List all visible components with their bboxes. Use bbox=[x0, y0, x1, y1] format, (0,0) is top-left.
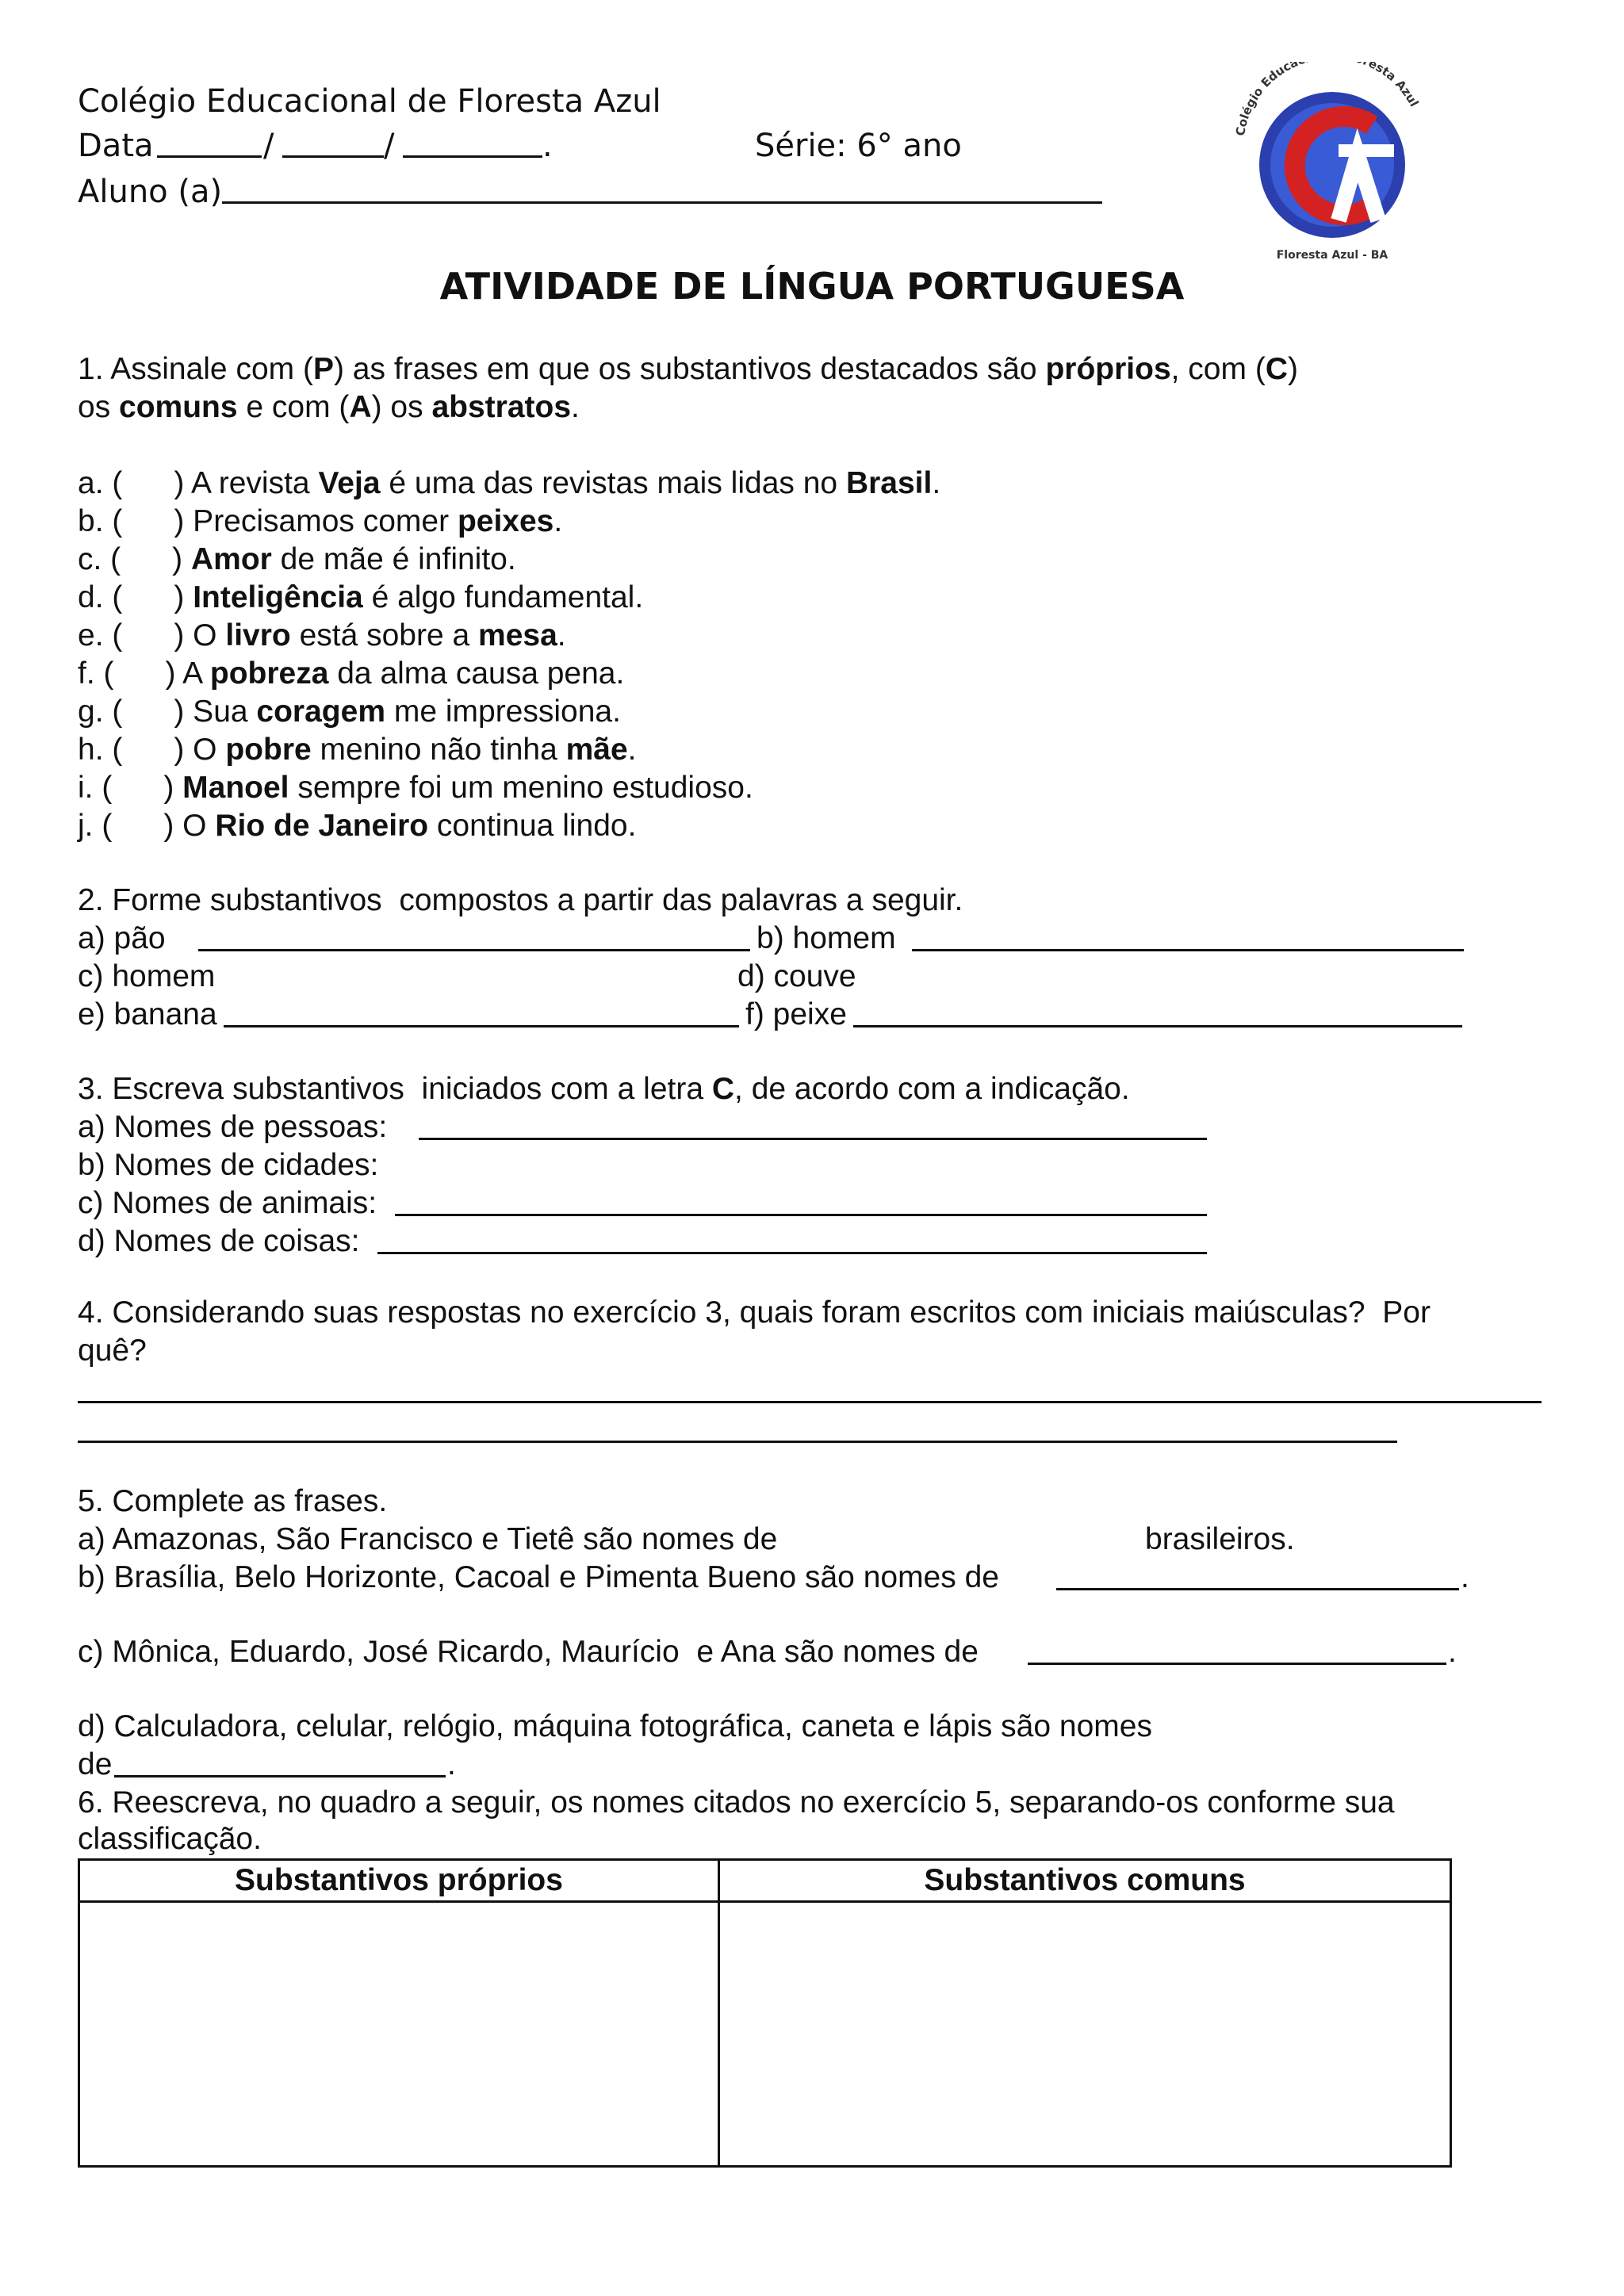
q2-answer-b[interactable] bbox=[912, 949, 1464, 951]
q3-answer-d[interactable] bbox=[377, 1252, 1207, 1254]
cell-proprios[interactable] bbox=[79, 1902, 719, 2167]
column-header-comuns: Substantivos comuns bbox=[719, 1860, 1451, 1902]
q2-answer-a[interactable] bbox=[198, 949, 750, 951]
q1-item-c: c. ( ) Amor de mãe é infinito. bbox=[78, 542, 516, 576]
q5-d-period: . bbox=[447, 1747, 456, 1781]
school-logo bbox=[1221, 62, 1443, 268]
q1-item-a: a. ( ) A revista Veja é uma das revistas mais lidas no Brasil. bbox=[78, 466, 941, 500]
q1-item-b: b. ( ) Precisamos comer peixes. bbox=[78, 504, 563, 538]
q3-label-a: a) Nomes de pessoas: bbox=[78, 1110, 388, 1144]
q4-line-2: quê? bbox=[78, 1334, 147, 1368]
classification-table bbox=[78, 1858, 1452, 2168]
q4-answer-1[interactable] bbox=[78, 1401, 1542, 1403]
column-header-proprios: Substantivos próprios bbox=[79, 1860, 719, 1902]
q5-intro: 5. Complete as frases. bbox=[78, 1484, 388, 1518]
q5-b: b) Brasília, Belo Horizonte, Cacoal e Pimenta Bueno são nomes de bbox=[78, 1560, 999, 1594]
date-month-field[interactable] bbox=[282, 155, 384, 158]
q5-a-start: a) Amazonas, São Francisco e Tietê são nomes de bbox=[78, 1522, 778, 1556]
date-label: Data bbox=[78, 128, 154, 164]
date-period: . bbox=[542, 128, 553, 164]
q5-answer-b[interactable] bbox=[1056, 1588, 1459, 1590]
table-header-row bbox=[79, 1860, 1451, 1902]
q1-item-g: g. ( ) Sua coragem me impressiona. bbox=[78, 695, 621, 729]
q5-d-line-1: d) Calculadora, celular, relógio, máquina fotográfica, caneta e lápis são nomes bbox=[78, 1709, 1152, 1743]
q6-line-1: 6. Reescreva, no quadro a seguir, os nomes citados no exercício 5, separando-os conforme sua bbox=[78, 1785, 1395, 1820]
q4-line-1: 4. Considerando suas respostas no exercício 3, quais foram escritos com iniciais maiúsculas? Por bbox=[78, 1295, 1431, 1330]
q6-line-2: classificação. bbox=[78, 1822, 262, 1856]
q3-answer-a[interactable] bbox=[419, 1138, 1207, 1140]
grade-label: Série: 6° ano bbox=[755, 128, 962, 164]
cell-comuns[interactable] bbox=[719, 1902, 1451, 2167]
q1-item-d: d. ( ) Inteligência é algo fundamental. bbox=[78, 580, 644, 614]
q3-label-c: c) Nomes de animais: bbox=[78, 1186, 377, 1220]
q1-intro-line-2: os comuns e com (A) os abstratos. bbox=[78, 390, 580, 424]
worksheet-title: ATIVIDADE DE LÍNGUA PORTUGUESA bbox=[439, 265, 1185, 308]
q2-label-c: c) homem bbox=[78, 959, 216, 993]
logo-arc-text: Colégio Educa esta Azul bbox=[1232, 62, 1422, 137]
q1-item-j: j. ( ) O Rio de Janeiro continua lindo. bbox=[78, 809, 637, 843]
q1-item-h: h. ( ) O pobre menino não tinha mãe. bbox=[78, 733, 637, 767]
q2-label-f: f) peixe bbox=[745, 997, 847, 1031]
q3-label-d: d) Nomes de coisas: bbox=[78, 1224, 360, 1258]
q2-answer-f[interactable] bbox=[853, 1025, 1462, 1027]
q5-answer-d[interactable] bbox=[114, 1775, 446, 1777]
q2-label-a: a) pão bbox=[78, 921, 166, 955]
q3-label-b: b) Nomes de cidades: bbox=[78, 1148, 379, 1182]
q5-answer-c[interactable] bbox=[1028, 1663, 1446, 1665]
student-label: Aluno (a) bbox=[78, 174, 223, 210]
q2-answer-e[interactable] bbox=[224, 1025, 739, 1027]
q2-label-e: e) banana bbox=[78, 997, 217, 1031]
q3-intro: 3. Escreva substantivos iniciados com a letra C, de acordo com a indicação. bbox=[78, 1072, 1130, 1106]
q5-a-end: brasileiros. bbox=[1145, 1522, 1295, 1556]
q2-label-b: b) homem bbox=[756, 921, 896, 955]
q1-item-e: e. ( ) O livro está sobre a mesa. bbox=[78, 618, 566, 652]
q2-label-d: d) couve bbox=[737, 959, 856, 993]
q5-b-period: . bbox=[1461, 1560, 1469, 1594]
student-name-field[interactable] bbox=[222, 201, 1102, 204]
q3-answer-c[interactable] bbox=[395, 1214, 1207, 1216]
date-day-field[interactable] bbox=[157, 155, 262, 158]
date-separator-1: / bbox=[263, 128, 274, 164]
school-name: Colégio Educacional de Floresta Azul bbox=[78, 83, 661, 120]
logo-caption: Floresta Azul - BA bbox=[1276, 249, 1388, 262]
q5-c: c) Mônica, Eduardo, José Ricardo, Maurício e Ana são nomes de bbox=[78, 1635, 979, 1669]
date-separator-2: / bbox=[384, 128, 395, 164]
q1-item-f: f. ( ) A pobreza da alma causa pena. bbox=[78, 656, 625, 691]
q4-answer-2[interactable] bbox=[78, 1441, 1397, 1443]
q5-c-period: . bbox=[1448, 1635, 1457, 1669]
q1-intro-line-1: 1. Assinale com (P) as frases em que os substantivos destacados são próprios, com (C) bbox=[78, 352, 1298, 386]
q2-intro: 2. Forme substantivos compostos a partir das palavras a seguir. bbox=[78, 883, 963, 917]
q1-item-i: i. ( ) Manoel sempre foi um menino estudioso. bbox=[78, 771, 753, 805]
date-year-field[interactable] bbox=[403, 155, 542, 158]
table-answer-row bbox=[79, 1902, 1451, 2167]
q5-d-line-2: de bbox=[78, 1747, 113, 1781]
